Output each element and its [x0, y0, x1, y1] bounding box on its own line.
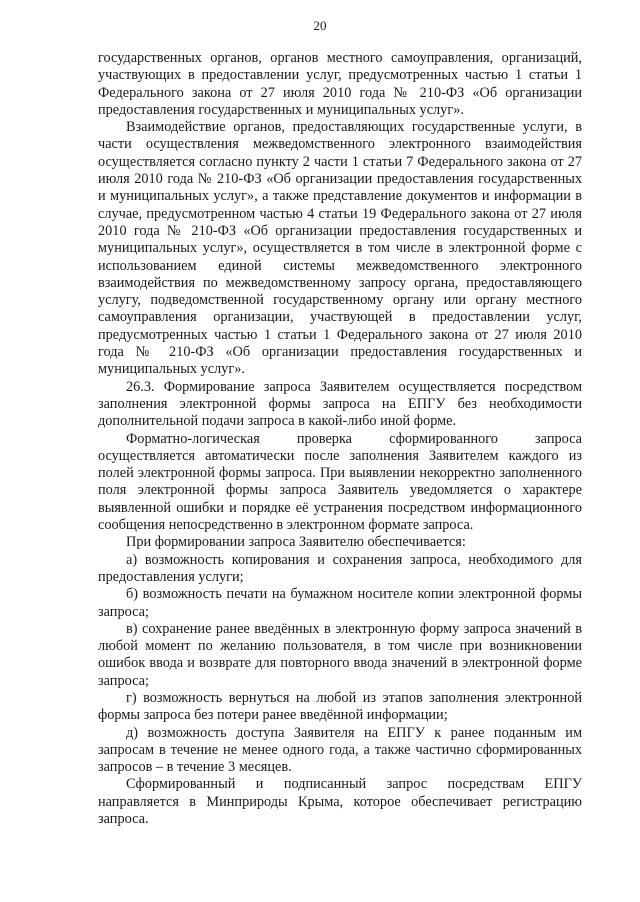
paragraph-format-check: Форматно-логическая проверка сформированного запроса осуществляется автоматически после заполнения Заявителем каждого из полей электронной формы запроса. При выявлении некорректно заполненного поля электронной формы запроса Заявитель уведомляется о характере выявленной ошибки и порядке её устранения посредством информационного сообщения непосредственно в электронном формате запроса. — [98, 430, 582, 534]
list-item-g: г) возможность вернуться на любой из этапов заполнения электронной формы запроса без потери ранее введённой информации; — [98, 689, 582, 724]
paragraph-submission: Сформированный и подписанный запрос посредствам ЕПГУ направляется в Минприроды Крыма, которое обеспечивает регистрацию запроса. — [98, 776, 582, 828]
list-item-v: в) сохранение ранее введённых в электронную форму запроса значений в любой момент по желанию пользователя, в том числе при возникновении ошибок ввода и возврате для повторного ввода значений в электронной форме запроса; — [98, 620, 582, 689]
list-item-d: д) возможность доступа Заявителя на ЕПГУ к ранее поданным им запросам в течение не менее одного года, а также частично сформированных запросов – в течение 3 месяцев. — [98, 724, 582, 776]
paragraph-continuation: государственных органов, органов местного самоуправления, организаций, участвующих в предоставлении услуг, предусмотренных частью 1 статьи 1 Федерального закона от 27 июля 2010 года № 210-ФЗ «Об организации предоставления государственных и муниципальных услуг». — [98, 50, 582, 118]
paragraph-26-3: 26.3. Формирование запроса Заявителем осуществляется посредством заполнения электронной формы запроса на ЕПГУ без необходимости дополнительной подачи запроса в какой-либо иной форме. — [98, 378, 582, 430]
page-number: 20 — [313, 18, 327, 33]
list-item-a: а) возможность копирования и сохранения запроса, необходимого для предоставления услуги; — [98, 551, 582, 585]
paragraph-provisions-intro: При формировании запроса Заявителю обеспечивается: — [126, 534, 466, 551]
list-item-b: б) возможность печати на бумажном носителе копии электронной формы запроса; — [98, 586, 582, 620]
document-body — [98, 50, 582, 828]
paragraph-interaction: Взаимодействие органов, предоставляющих государственные услуги, в части осуществления межведомственного электронного взаимодействия осуществляется согласно пункту 2 части 1 статьи 7 Федерального закона от 27 июля 2010 года № 210-ФЗ «Об организации предоставления государственных и муниципальных услуг», а также представление документов и информации в случае, предусмотренном частью 4 статьи 19 Федерального закона от 27 июля 2010 года № 210-ФЗ «Об организации предоставления государственных и муниципальных услуг», осуществляется в том числе в электронной форме с использованием единой системы межведомственного электронного взаимодействия по межведомственному запросу органа, предоставляющего услугу, подведомственной государственному органу или органу местного самоуправления организации, участвующей в предоставлении услуг, предусмотренных частью 1 статьи 1 Федерального закона от 27 июля 2010 года № 210-ФЗ «Об организации предоставления государственных и муниципальных услуг». — [98, 119, 582, 378]
